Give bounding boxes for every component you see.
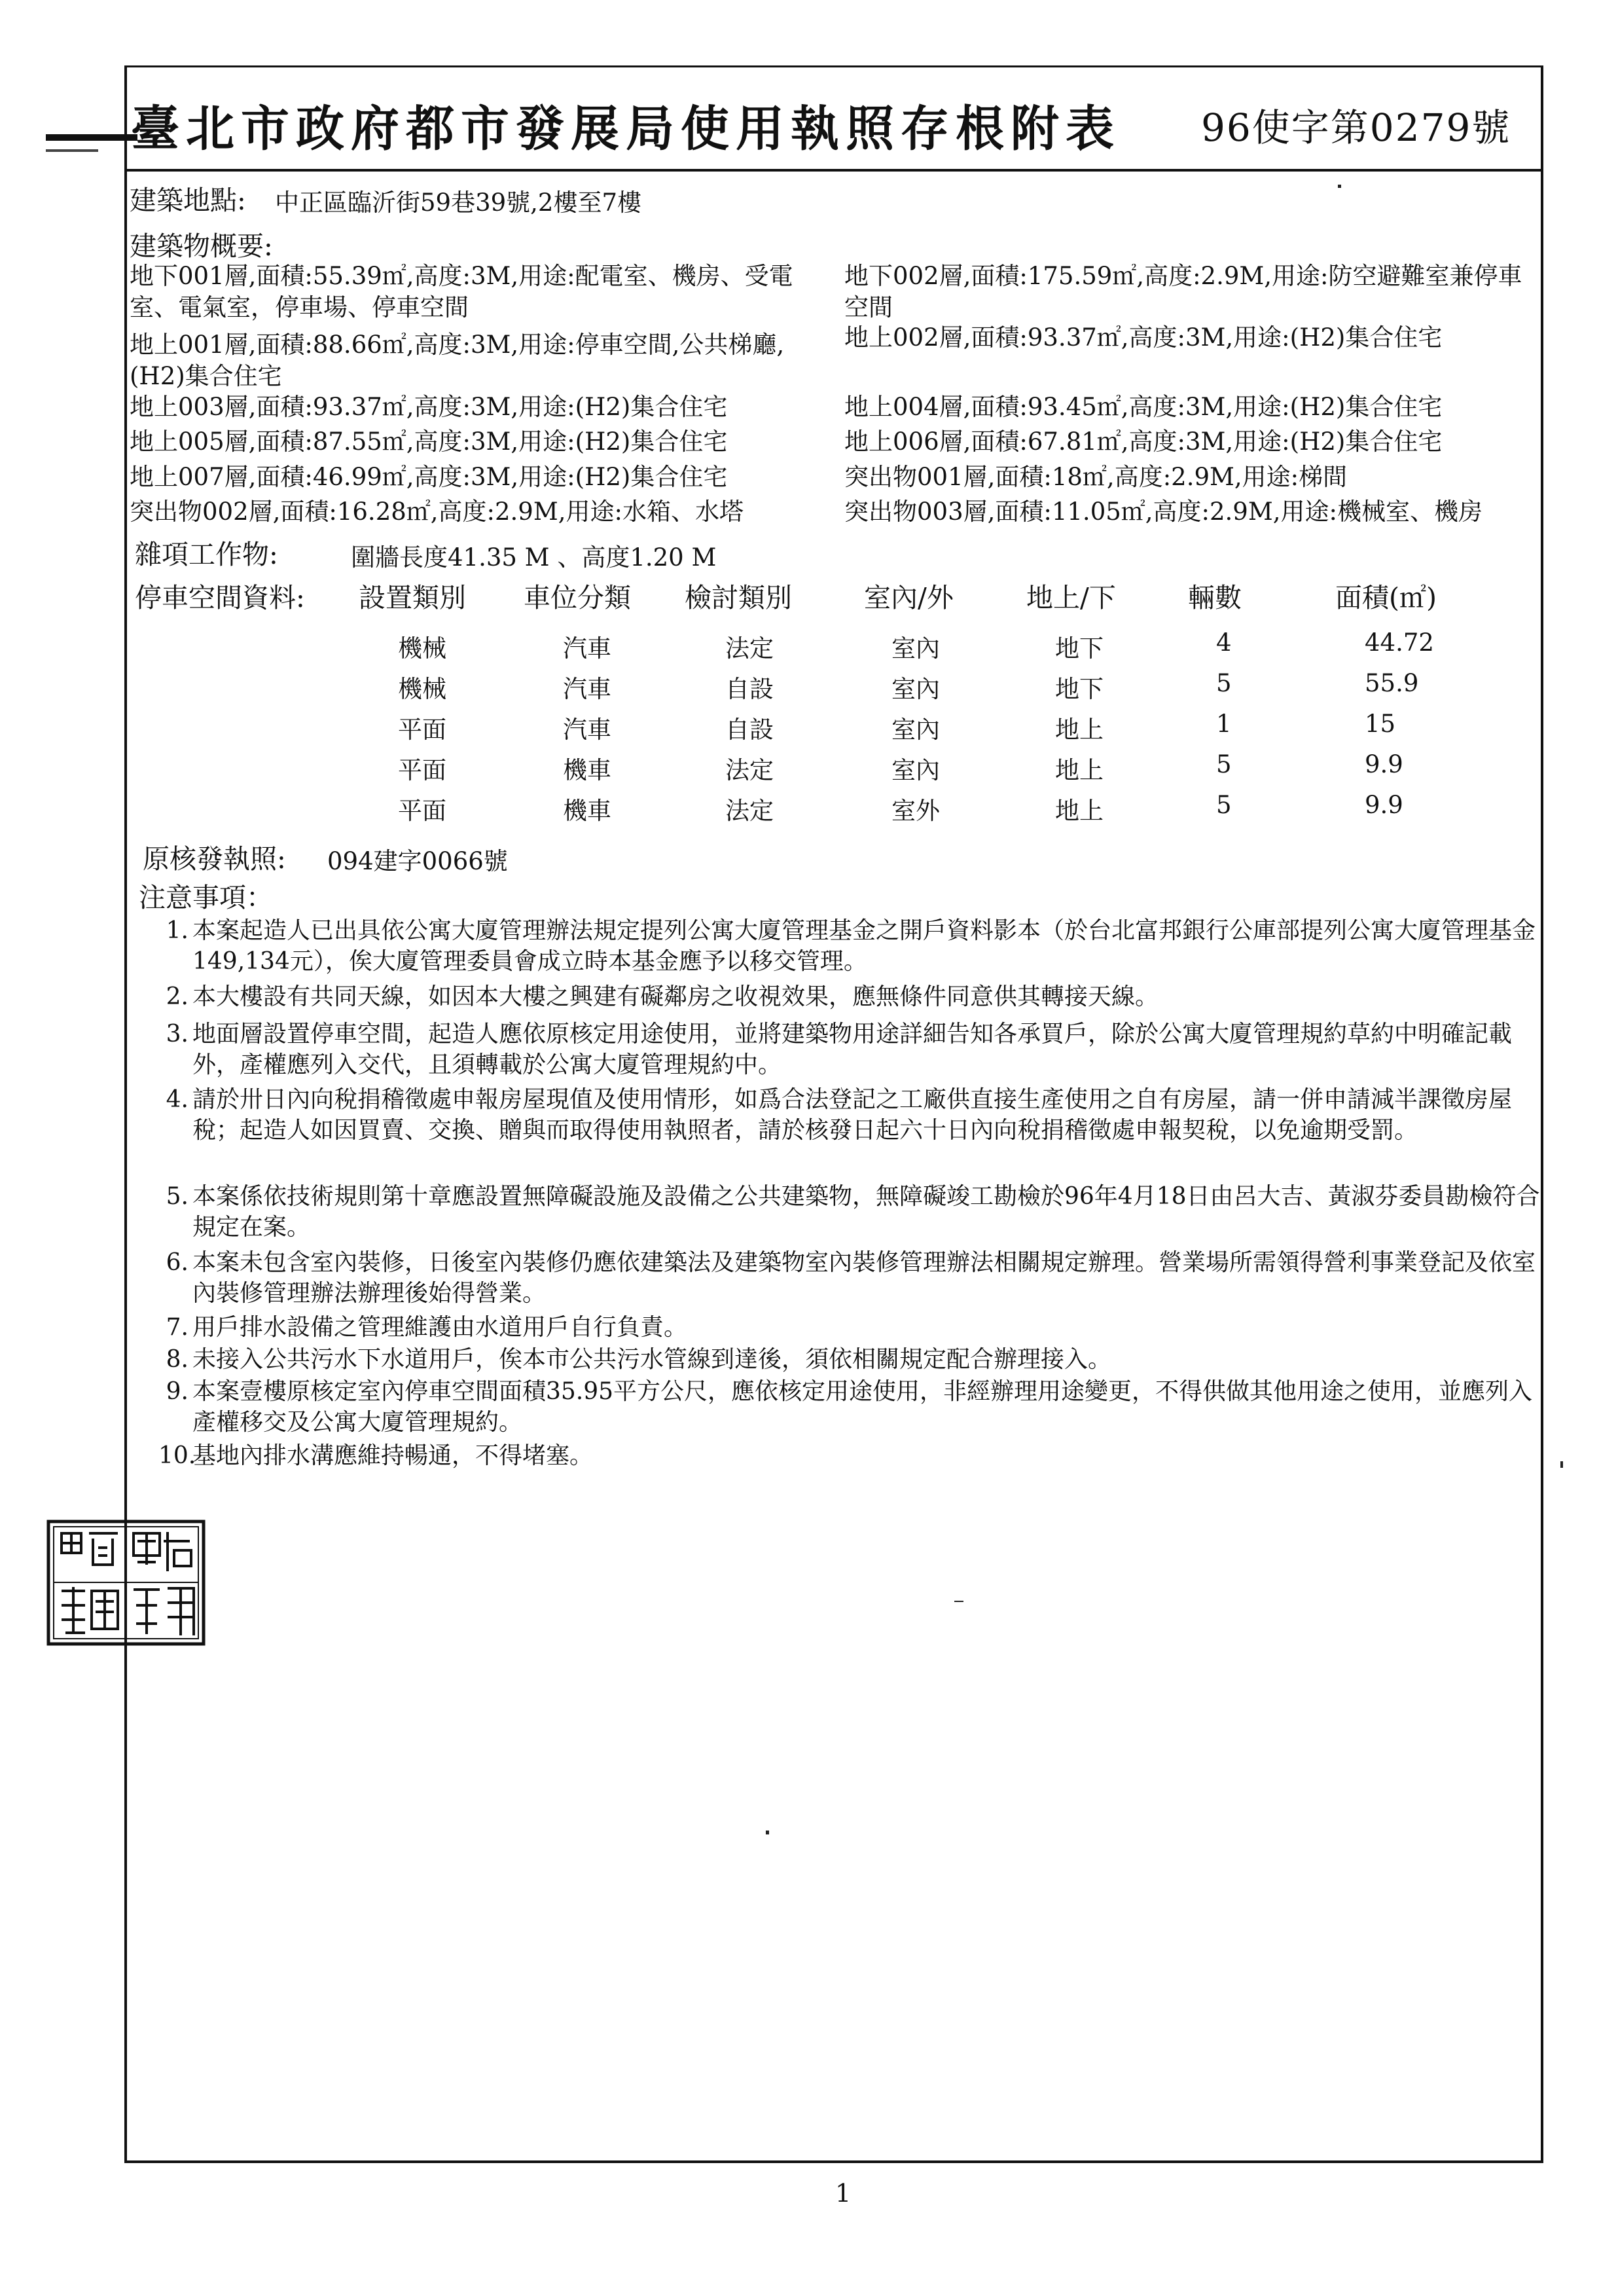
- parking-cell: 室內: [891, 634, 940, 663]
- note-number: 10.: [158, 1442, 196, 1469]
- parking-cell: 法定: [725, 634, 774, 663]
- parking-cell: 汽車: [563, 716, 611, 744]
- note-text: 本大樓設有共同天線，如因本大樓之興建有礙鄰房之收視效果，應無條件同意供其轉接天線。: [192, 983, 1159, 1010]
- parking-cell: 自設: [725, 716, 774, 744]
- parking-cell: 地上: [1055, 756, 1104, 784]
- parking-cell: 1: [1216, 710, 1232, 738]
- note-number: 9.: [166, 1378, 189, 1405]
- note-text: 請於卅日內向稅捐稽徵處申報房屋現值及使用情形，如爲合法登記之工廠供直接生產使用之自有房屋，請一併申請減半課徵房屋稅；起造人如因買賣、交換、贈與而取得使用執照者，請於核發日起六十日內向稅捐稽徵處申報契稅，以免逾期受罰。: [192, 1086, 1513, 1144]
- parking-cell: 地下: [1055, 634, 1104, 663]
- note-item: [165, 1019, 1553, 1080]
- scan-margin-mark: [46, 134, 137, 141]
- parking-cell: 機械: [398, 675, 446, 703]
- parking-header: 車位分類: [524, 582, 631, 613]
- parking-cell: 室外: [891, 797, 940, 825]
- note-item: [165, 1181, 1553, 1243]
- misc-works-value: 圍牆長度41.35 M 、高度1.20 M: [351, 543, 717, 572]
- parking-cell: 5: [1216, 750, 1232, 778]
- parking-cell: 44.72: [1365, 629, 1434, 657]
- parking-cell: 室內: [891, 675, 940, 703]
- note-number: 2.: [166, 983, 189, 1010]
- parking-cell: 5: [1216, 669, 1232, 697]
- note-number: 4.: [166, 1086, 189, 1113]
- note-text: 未接入公共污水下水道用戶，俟本市公共污水管線到達後，須依相關規定配合辦理接入。: [192, 1346, 1112, 1373]
- original-permit-label: 原核發執照:: [143, 843, 286, 875]
- location-label: 建築地點:: [130, 185, 246, 216]
- overview-right-item: 地上006層,面積:67.81㎡,高度:3M,用途:(H2)集合住宅: [844, 428, 1443, 456]
- parking-header: 設置類別: [359, 582, 466, 613]
- parking-cell: 法定: [725, 756, 774, 784]
- note-number: 8.: [166, 1346, 189, 1373]
- note-number: 3.: [166, 1021, 189, 1048]
- note-number: 5.: [166, 1183, 189, 1210]
- overview-left-item: 地上001層,面積:88.66㎡,高度:3M,用途:停車空間,公共梯廳,(H2)集合住宅: [130, 331, 785, 390]
- note-text: 地面層設置停車空間，起造人應依原核定用途使用，並將建築物用途詳細告知各承買戶，除於公寓大廈管理規約草約中明確記載外，產權應列入交代，且須轉載於公寓大廈管理規約中。: [192, 1021, 1513, 1078]
- note-text: 本案未包含室內裝修，日後室內裝修仍應依建築法及建築物室內裝修管理辦法相關規定辦理。營業場所需領得營利事業登記及依室內裝修管理辦法辦理後始得營業。: [192, 1249, 1536, 1307]
- parking-header: 輛數: [1188, 582, 1242, 613]
- parking-label: 停車空間資料:: [135, 582, 305, 613]
- overview-left-item: 地下001層,面積:55.39㎡,高度:3M,用途:配電室、機房、受電室、電氣室，停車場、停車空間: [130, 262, 793, 321]
- parking-cell: 自設: [725, 675, 774, 703]
- parking-cell: 5: [1216, 791, 1232, 819]
- document-title: 臺北市政府都市發展局使用執照存根附表: [131, 101, 1121, 157]
- scan-margin-mark: [46, 149, 98, 152]
- parking-cell: 機車: [563, 797, 611, 825]
- parking-cell: 平面: [398, 756, 446, 784]
- notes-label: 注意事項：: [139, 882, 273, 913]
- parking-cell: 平面: [398, 716, 446, 744]
- parking-cell: 9.9: [1365, 750, 1403, 778]
- overview-right-item: 地上002層,面積:93.37㎡,高度:3M,用途:(H2)集合住宅: [844, 323, 1443, 352]
- note-text: 本案壹樓原核定室內停車空間面積35.95平方公尺，應依核定用途使用，非經辦理用途變更，不得供做其他用途之使用，並應列入產權移交及公寓大廈管理規約。: [192, 1378, 1533, 1436]
- parking-cell: 室內: [891, 756, 940, 784]
- official-seal-stamp: [46, 1519, 206, 1647]
- misc-works-label: 雜項工作物:: [135, 539, 278, 570]
- parking-header: 檢討類別: [685, 582, 792, 613]
- note-text: 用戶排水設備之管理維護由水道用戶自行負責。: [192, 1314, 688, 1341]
- note-number: 7.: [166, 1314, 189, 1341]
- overview-right-item: 地上004層,面積:93.45㎡,高度:3M,用途:(H2)集合住宅: [844, 393, 1443, 421]
- parking-cell: 地下: [1055, 675, 1104, 703]
- note-text: 本案起造人已出具依公寓大廈管理辦法規定提列公寓大廈管理基金之開戶資料影本（於台北富邦銀行公庫部提列公寓大廈管理基金149,134元），俟大廈管理委員會成立時本基金應予以移交管理。: [192, 917, 1536, 975]
- note-text: 基地內排水溝應維持暢通，不得堵塞。: [192, 1442, 594, 1469]
- parking-header: 室內/外: [864, 582, 954, 613]
- overview-right-item: 突出物003層,面積:11.05㎡,高度:2.9M,用途:機械室、機房: [844, 498, 1483, 526]
- note-item: [165, 1344, 1553, 1375]
- parking-header: 面積(㎡): [1335, 582, 1437, 613]
- note-item: [165, 1247, 1553, 1309]
- note-item: [165, 1312, 1553, 1343]
- parking-cell: 汽車: [563, 675, 611, 703]
- parking-cell: 地上: [1055, 797, 1104, 825]
- note-item: [165, 981, 1553, 1012]
- note-item: [165, 915, 1553, 977]
- parking-cell: 地上: [1055, 716, 1104, 744]
- overview-left-item: 地上007層,面積:46.99㎡,高度:3M,用途:(H2)集合住宅: [130, 463, 728, 491]
- parking-cell: 55.9: [1365, 669, 1419, 697]
- note-number: 1.: [166, 917, 189, 944]
- page-number: 1: [835, 2179, 852, 2208]
- permit-number: 96使字第0279號: [1201, 105, 1511, 150]
- overview-right-item: 突出物001層,面積:18㎡,高度:2.9M,用途:梯間: [844, 463, 1348, 491]
- overview-left-item: 地上005層,面積:87.55㎡,高度:3M,用途:(H2)集合住宅: [130, 428, 728, 456]
- overview-left-item: 突出物002層,面積:16.28㎡,高度:2.9M,用途:水箱、水塔: [130, 498, 744, 526]
- original-permit-value: 094建字0066號: [327, 847, 508, 875]
- location-value: 中正區臨沂街59巷39號,2樓至7樓: [275, 189, 642, 217]
- overview-right-item: 地下002層,面積:175.59㎡,高度:2.9M,用途:防空避難室兼停車空間: [844, 262, 1522, 321]
- parking-cell: 汽車: [563, 634, 611, 663]
- parking-cell: 4: [1216, 629, 1232, 657]
- scan-speck: [954, 1601, 963, 1602]
- overview-left-item: 地上003層,面積:93.37㎡,高度:3M,用途:(H2)集合住宅: [130, 393, 728, 421]
- note-item: [165, 1084, 1553, 1146]
- parking-cell: 9.9: [1365, 791, 1403, 819]
- parking-cell: 機車: [563, 756, 611, 784]
- scan-speck: [1338, 185, 1341, 188]
- overview-label: 建築物概要:: [130, 230, 273, 262]
- parking-cell: 室內: [891, 716, 940, 744]
- parking-cell: 機械: [398, 634, 446, 663]
- note-item: [158, 1440, 1553, 1471]
- parking-header: 地上/下: [1026, 582, 1116, 613]
- title-rule: [124, 169, 1541, 172]
- note-number: 6.: [166, 1249, 189, 1276]
- parking-cell: 15: [1365, 710, 1396, 738]
- scan-speck: [766, 1831, 769, 1834]
- note-item: [165, 1376, 1553, 1438]
- parking-cell: 平面: [398, 797, 446, 825]
- note-text: 本案係依技術規則第十章應設置無障礙設施及設備之公共建築物，無障礙竣工勘檢於96年4月18日由呂大吉、黃淑芬委員勘檢符合規定在案。: [192, 1183, 1540, 1241]
- scan-speck: [1560, 1461, 1563, 1468]
- parking-cell: 法定: [725, 797, 774, 825]
